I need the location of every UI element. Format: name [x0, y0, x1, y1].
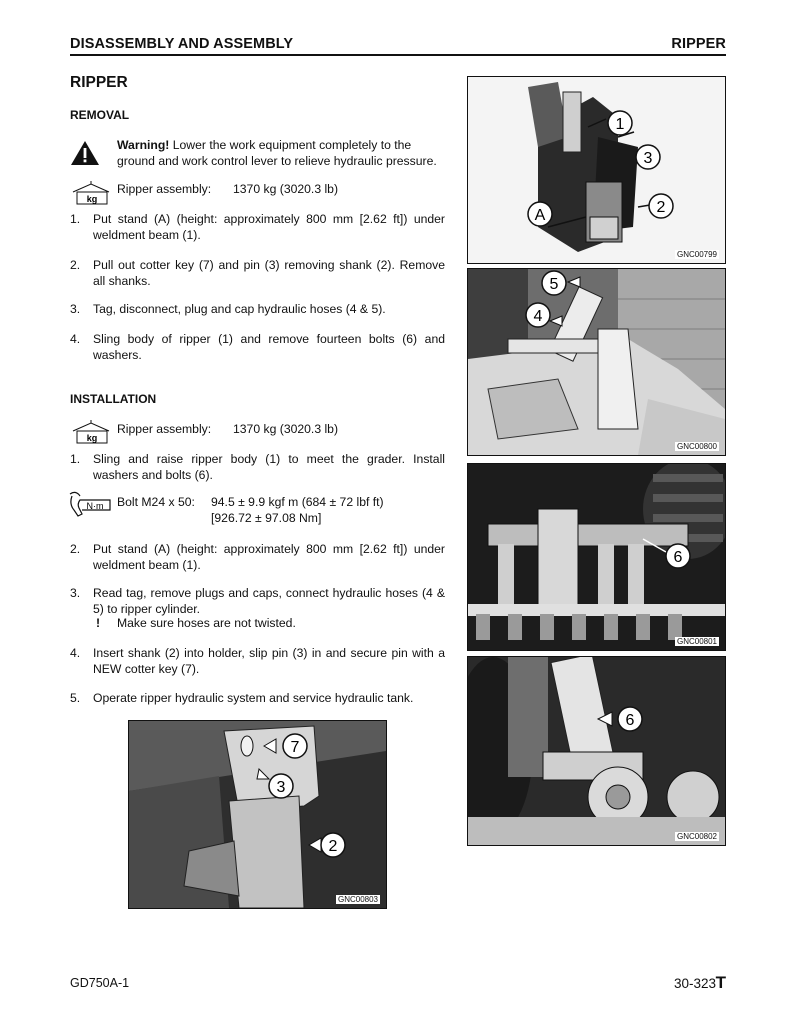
weight-label: Ripper assembly: — [117, 422, 212, 436]
installation-step-1: Sling and raise ripper body (1) to meet the grader. Install washers and bolts (6). — [93, 452, 445, 482]
installation-step-2: Put stand (A) (height: approximately 800 mm [2.62 ft]) under weldment beam (1). — [93, 542, 445, 572]
svg-text:N·m: N·m — [86, 501, 104, 511]
removal-step-3: Tag, disconnect, plug and cap hydraulic hoses (4 & 5). — [93, 302, 386, 316]
page-number: 30-323 — [673, 976, 716, 991]
callout-3: 3 — [276, 779, 286, 796]
callout-7: 7 — [290, 739, 300, 756]
step-number: 1. — [70, 212, 81, 226]
step-number: 2. — [70, 258, 81, 272]
figure-caption: GNC00803 — [337, 895, 378, 904]
callout-6: 6 — [673, 549, 683, 566]
weight-icon — [71, 181, 113, 210]
figure-caption: GNC00801 — [676, 637, 717, 646]
step-number: 4. — [70, 646, 81, 660]
svg-text:kg: kg — [86, 194, 98, 204]
installation-step-3: Read tag, remove plugs and caps, connect hydraulic hoses (4 & 5) to ripper cylinder. — [93, 586, 445, 616]
removal-step-2: Pull out cotter key (7) and pin (3) removing shank (2). Remove all shanks. — [93, 258, 445, 288]
note-text: Make sure hoses are not twisted. — [117, 616, 296, 630]
figure-shank-pin — [128, 720, 387, 909]
weight-label: Ripper assembly: — [117, 182, 212, 196]
figure-ripper-stand — [467, 76, 726, 264]
installation-step-5: Operate ripper hydraulic system and service hydraulic tank. — [93, 691, 414, 705]
step-number: 2. — [70, 542, 81, 556]
step-number: 3. — [70, 586, 81, 600]
installation-heading: INSTALLATION — [70, 392, 157, 406]
footer-mark: T — [715, 973, 726, 992]
footer-model: GD750A-1 — [70, 976, 130, 990]
callout-6: 6 — [625, 712, 635, 729]
header-rule — [70, 54, 726, 56]
figure-caption: GNC00802 — [676, 832, 717, 841]
step-number: 4. — [70, 332, 81, 346]
figure-caption: GNC00800 — [676, 442, 717, 451]
note-mark: ! — [96, 616, 101, 630]
installation-step-4: Insert shank (2) into holder, slip pin (3) in and secure pin with a NEW cotter key (7). — [93, 646, 445, 676]
page-title: RIPPER — [70, 74, 128, 91]
torque-value: 94.5 ± 9.9 kgf m (684 ± 72 lbf ft) [926.72 ± 97.08 Nm] — [211, 495, 384, 525]
callout-2: 2 — [328, 838, 338, 855]
header-chapter-title: RIPPER — [671, 36, 726, 52]
callout-2: 2 — [656, 199, 666, 216]
removal-step-4: Sling body of ripper (1) and remove fourteen bolts (6) and washers. — [93, 332, 445, 362]
warning-icon — [70, 140, 100, 171]
weight-value: 1370 kg (3020.3 lb) — [233, 422, 339, 436]
weight-icon — [71, 420, 113, 449]
removal-step-1: Put stand (A) (height: approximately 800 mm [2.62 ft]) under weldment beam (1). — [93, 212, 445, 242]
warning-text: Warning! Lower the work equipment completely to the ground and work control lever to relieve hydraulic pressure. — [117, 138, 437, 168]
removal-heading: REMOVAL — [70, 108, 130, 122]
svg-text:kg: kg — [86, 433, 98, 443]
figure-ripper-body — [467, 656, 726, 846]
weight-value: 1370 kg (3020.3 lb) — [233, 182, 339, 196]
torque-wrench-icon — [68, 490, 114, 527]
figure-ripper-hoses — [467, 268, 726, 456]
callout-5: 5 — [549, 276, 559, 293]
callout-A: A — [534, 207, 546, 224]
header-section-title: DISASSEMBLY AND ASSEMBLY — [70, 36, 294, 52]
callout-4: 4 — [533, 308, 543, 325]
step-number: 3. — [70, 302, 81, 316]
step-number: 5. — [70, 691, 81, 705]
callout-1: 1 — [615, 116, 625, 133]
torque-label: Bolt M24 x 50: — [117, 495, 195, 509]
callout-3: 3 — [643, 150, 653, 167]
figure-caption: GNC00799 — [676, 250, 717, 259]
figure-ripper-bolts — [467, 463, 726, 651]
step-number: 1. — [70, 452, 81, 466]
